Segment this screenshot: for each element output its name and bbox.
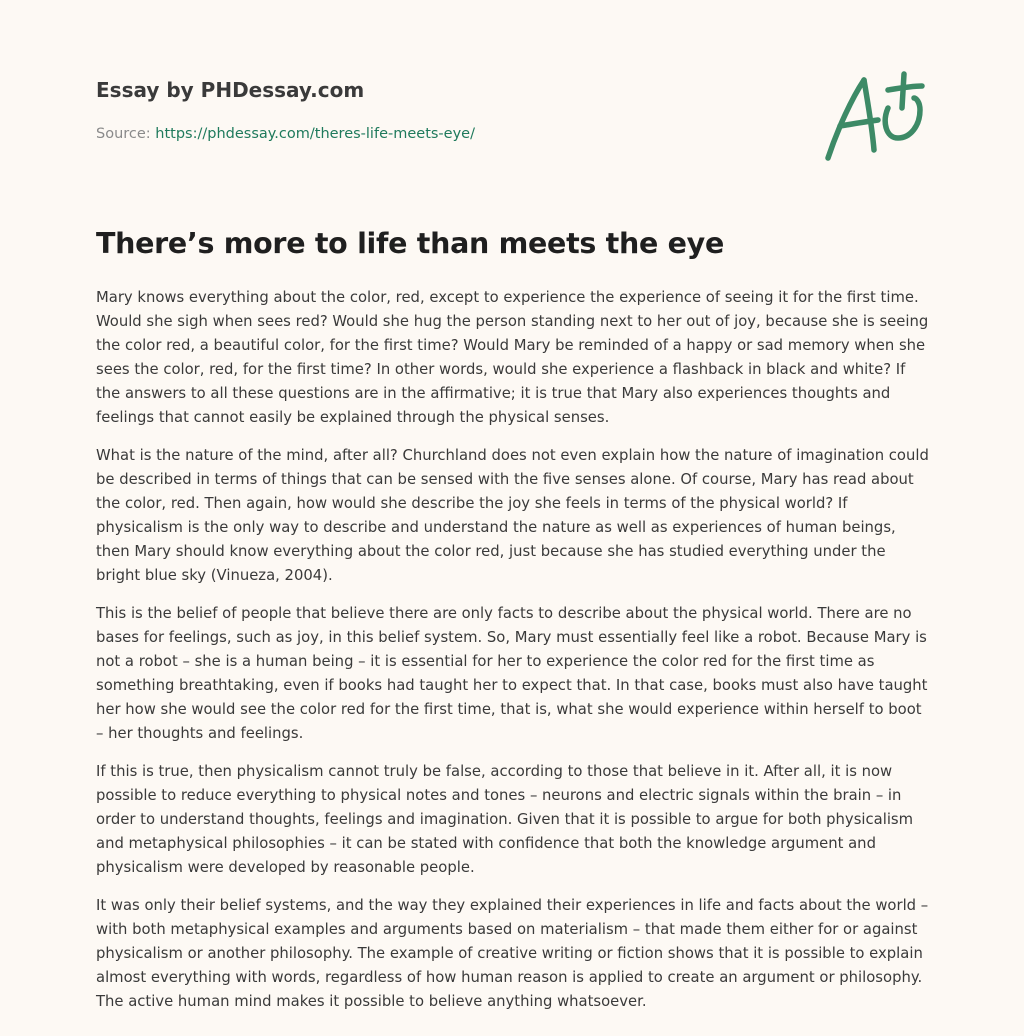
essay-paragraph: It was only their belief systems, and the way they explained their experiences in life and facts about the world – with both metaphysical examples and arguments based on materialism – that made them either for or against physicalism or another philosophy. The example of creative writing or fiction shows that it is possible to explain almost everything with words, regardless of how human reason is applied to create an argument or philosophy. The active human mind makes it possible to believe anything whatsoever. (96, 897, 929, 1010)
brand-title: Essay by PHDessay.com (96, 78, 365, 102)
essay-paragraph: Mary knows everything about the color, red, except to experience the experience of seeing it for the first time. Would she sigh when sees red? Would she hug the person standing next to her out of joy, because she is seeing the color red, a beautiful color, for the first time? Would Mary be reminded of a happy or sad memory when she sees the color, red, for the first time? In other words, would she experience a flashback in black and white? If the answers to all these questions are in the affirmative; it is true that Mary also experiences thoughts and feelings that cannot easily be explained through the physical senses. (96, 289, 929, 426)
header (96, 76, 796, 144)
essay-body (96, 286, 932, 1028)
essay-paragraph: If this is true, then physicalism cannot truly be false, according to those that believe in it. After all, it is now possible to reduce everything to physical notes and tones – neurons and electric signals within the brain – in order to understand thoughts, feelings and imagination. Given that it is possible to argue for both physicalism and metaphysical philosophies – it can be stated with confidence that both the knowledge argument and physicalism were developed by reasonable people. (96, 763, 914, 876)
essay-title: There’s more to life than meets the eye (96, 227, 724, 260)
a-plus-grade-logo-icon (822, 68, 928, 164)
source-line (96, 124, 796, 144)
essay-paragraph: What is the nature of the mind, after all? Churchland does not even explain how the nature of imagination could be described in terms of things that can be sensed with the five senses alone. Of course, Mary has read about the color, red. Then again, how would she describe the joy she feels in terms of the physical world? If physicalism is the only way to describe and understand the nature as well as experiences of human beings, then Mary should know everything about the color red, just because she has studied everything under the bright blue sky (Vinueza, 2004). (96, 447, 929, 584)
source-link[interactable]: https://phdessay.com/theres-life-meets-eye/ (155, 126, 475, 142)
essay-paragraph: This is the belief of people that believe there are only facts to describe about the physical world. There are no bases for feelings, such as joy, in this belief system. So, Mary must essentially feel like a robot. Because Mary is not a robot – she is a human being – it is essential for her to experience the color red for the first time as something breathtaking, even if books had taught her to expect that. In that case, books must also have taught her how she would see the color red for the first time, that is, what she would experience within herself to boot – her thoughts and feelings. (96, 605, 928, 742)
source-label: Source: (96, 126, 156, 142)
